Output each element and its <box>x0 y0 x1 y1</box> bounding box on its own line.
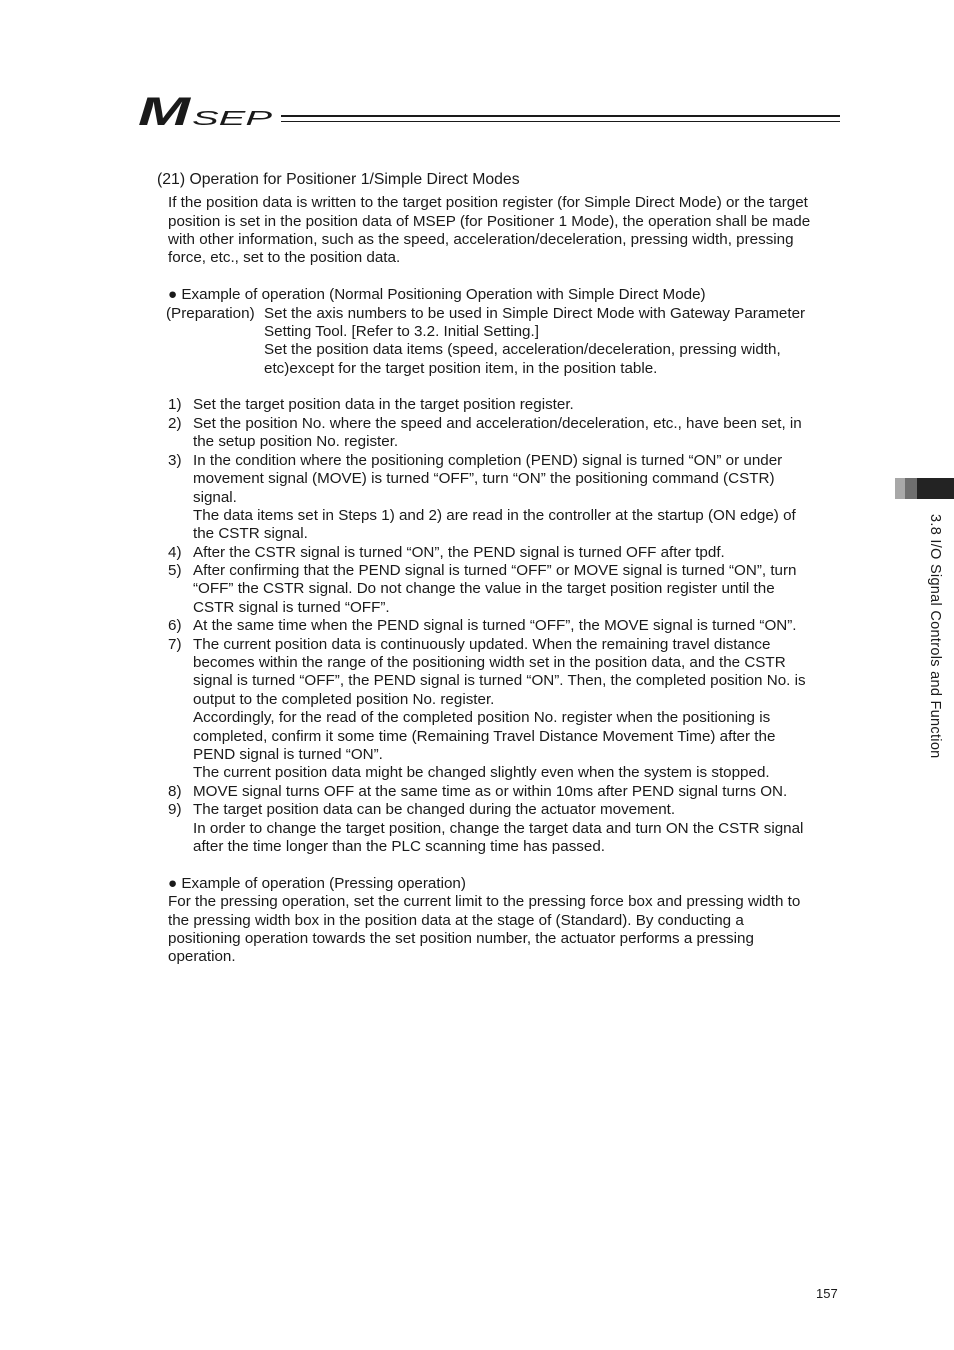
step-line: PEND signal is turned “ON”. <box>193 746 383 763</box>
step-line: becomes within the range of the positioning width set in the position data, and the CSTR <box>193 654 786 671</box>
preparation-line: etc)except for the target position item, in the position table. <box>264 360 658 377</box>
step-line: Set the target position data in the target position register. <box>193 396 574 413</box>
header-rule <box>281 115 840 117</box>
chapter-side-label: 3.8 I/O Signal Controls and Function <box>927 514 943 759</box>
step-line: “OFF” the CSTR signal. Do not change the value in the target position register until the <box>193 580 775 597</box>
svg-text:SEP: SEP <box>192 108 274 128</box>
step-line: Set the position No. where the speed and acceleration/deceleration, etc., have been set, in <box>193 415 802 432</box>
side-tab-block-mid <box>905 478 917 499</box>
page-number: 157 <box>816 1286 838 1301</box>
section-heading: (21) Operation for Positioner 1/Simple Direct Modes <box>157 171 520 188</box>
step-number: 8) <box>168 783 182 800</box>
preparation-line: Set the position data items (speed, acceleration/deceleration, pressing width, <box>264 341 781 358</box>
svg-text:M: M <box>138 94 193 128</box>
step-line: completed, confirm it some time (Remaining Travel Distance Movement Time) after the <box>193 728 776 745</box>
intro-line: with other information, such as the speed, acceleration/deceleration, pressing width, pressing <box>168 231 794 248</box>
step-line: At the same time when the PEND signal is turned “OFF”, the MOVE signal is turned “ON”. <box>193 617 797 634</box>
step-number: 6) <box>168 617 182 634</box>
example2-line: the pressing width box in the position data at the stage of (Standard). By conducting a <box>168 912 744 929</box>
example2-line: For the pressing operation, set the current limit to the pressing force box and pressing width to <box>168 893 801 910</box>
step-line: signal is turned “OFF”, the PEND signal is turned “ON”. Then, the completed position No. is <box>193 672 806 689</box>
step-line: after the time longer than the PLC scanning time has passed. <box>193 838 605 855</box>
example2-line: positioning operation towards the set position number, the actuator performs a pressing <box>168 930 754 947</box>
example2-line: operation. <box>168 948 236 965</box>
step-line: The target position data can be changed during the actuator movement. <box>193 801 676 818</box>
header-rule-thin <box>281 121 840 122</box>
step-line: The current position data might be changed slightly even when the system is stopped. <box>193 764 770 781</box>
step-line: In the condition where the positioning completion (PEND) signal is turned “ON” or under <box>193 452 783 469</box>
step-line: MOVE signal turns OFF at the same time as or within 10ms after PEND signal turns ON. <box>193 783 788 800</box>
intro-line: position is set in the position data of MSEP (for Positioner 1 Mode), the operation shall be made <box>168 213 811 230</box>
step-line: movement signal (MOVE) is turned “OFF”, turn “ON” the positioning command (CSTR) <box>193 470 775 487</box>
step-line: After the CSTR signal is turned “ON”, the PEND signal is turned OFF after tpdf. <box>193 544 725 561</box>
step-line: The current position data is continuously updated. When the remaining travel distance <box>193 636 771 653</box>
step-number: 1) <box>168 396 182 413</box>
preparation-label: (Preparation) <box>166 305 255 322</box>
step-number: 4) <box>168 544 182 561</box>
preparation-line: Set the axis numbers to be used in Simple Direct Mode with Gateway Parameter <box>264 305 806 322</box>
msep-logo <box>138 94 274 128</box>
step-line: the CSTR signal. <box>193 525 308 542</box>
step-line: CSTR signal is turned “OFF”. <box>193 599 390 616</box>
intro-line: force, etc., set to the position data. <box>168 249 401 266</box>
step-number: 5) <box>168 562 182 579</box>
side-tab-block-dark <box>917 478 954 499</box>
step-line: In order to change the target position, change the target data and turn ON the CSTR signal <box>193 820 804 837</box>
step-line: The data items set in Steps 1) and 2) are read in the controller at the startup (ON edge) of <box>193 507 796 524</box>
step-number: 9) <box>168 801 182 818</box>
step-line: Accordingly, for the read of the completed position No. register when the positioning is <box>193 709 771 726</box>
side-tab-block-light <box>895 478 905 499</box>
step-line: signal. <box>193 489 237 506</box>
step-line: the setup position No. register. <box>193 433 399 450</box>
step-line: output to the completed position No. register. <box>193 691 495 708</box>
step-number: 7) <box>168 636 182 653</box>
step-number: 2) <box>168 415 182 432</box>
intro-line: If the position data is written to the target position register (for Simple Direct Mode) or the target <box>168 194 808 211</box>
example1-title: ● Example of operation (Normal Positioning Operation with Simple Direct Mode) <box>168 286 706 303</box>
preparation-line: Setting Tool. [Refer to 3.2. Initial Setting.] <box>264 323 539 340</box>
step-number: 3) <box>168 452 182 469</box>
example2-title: ● Example of operation (Pressing operation) <box>168 875 466 892</box>
step-line: After confirming that the PEND signal is turned “OFF” or MOVE signal is turned “ON”, turn <box>193 562 797 579</box>
